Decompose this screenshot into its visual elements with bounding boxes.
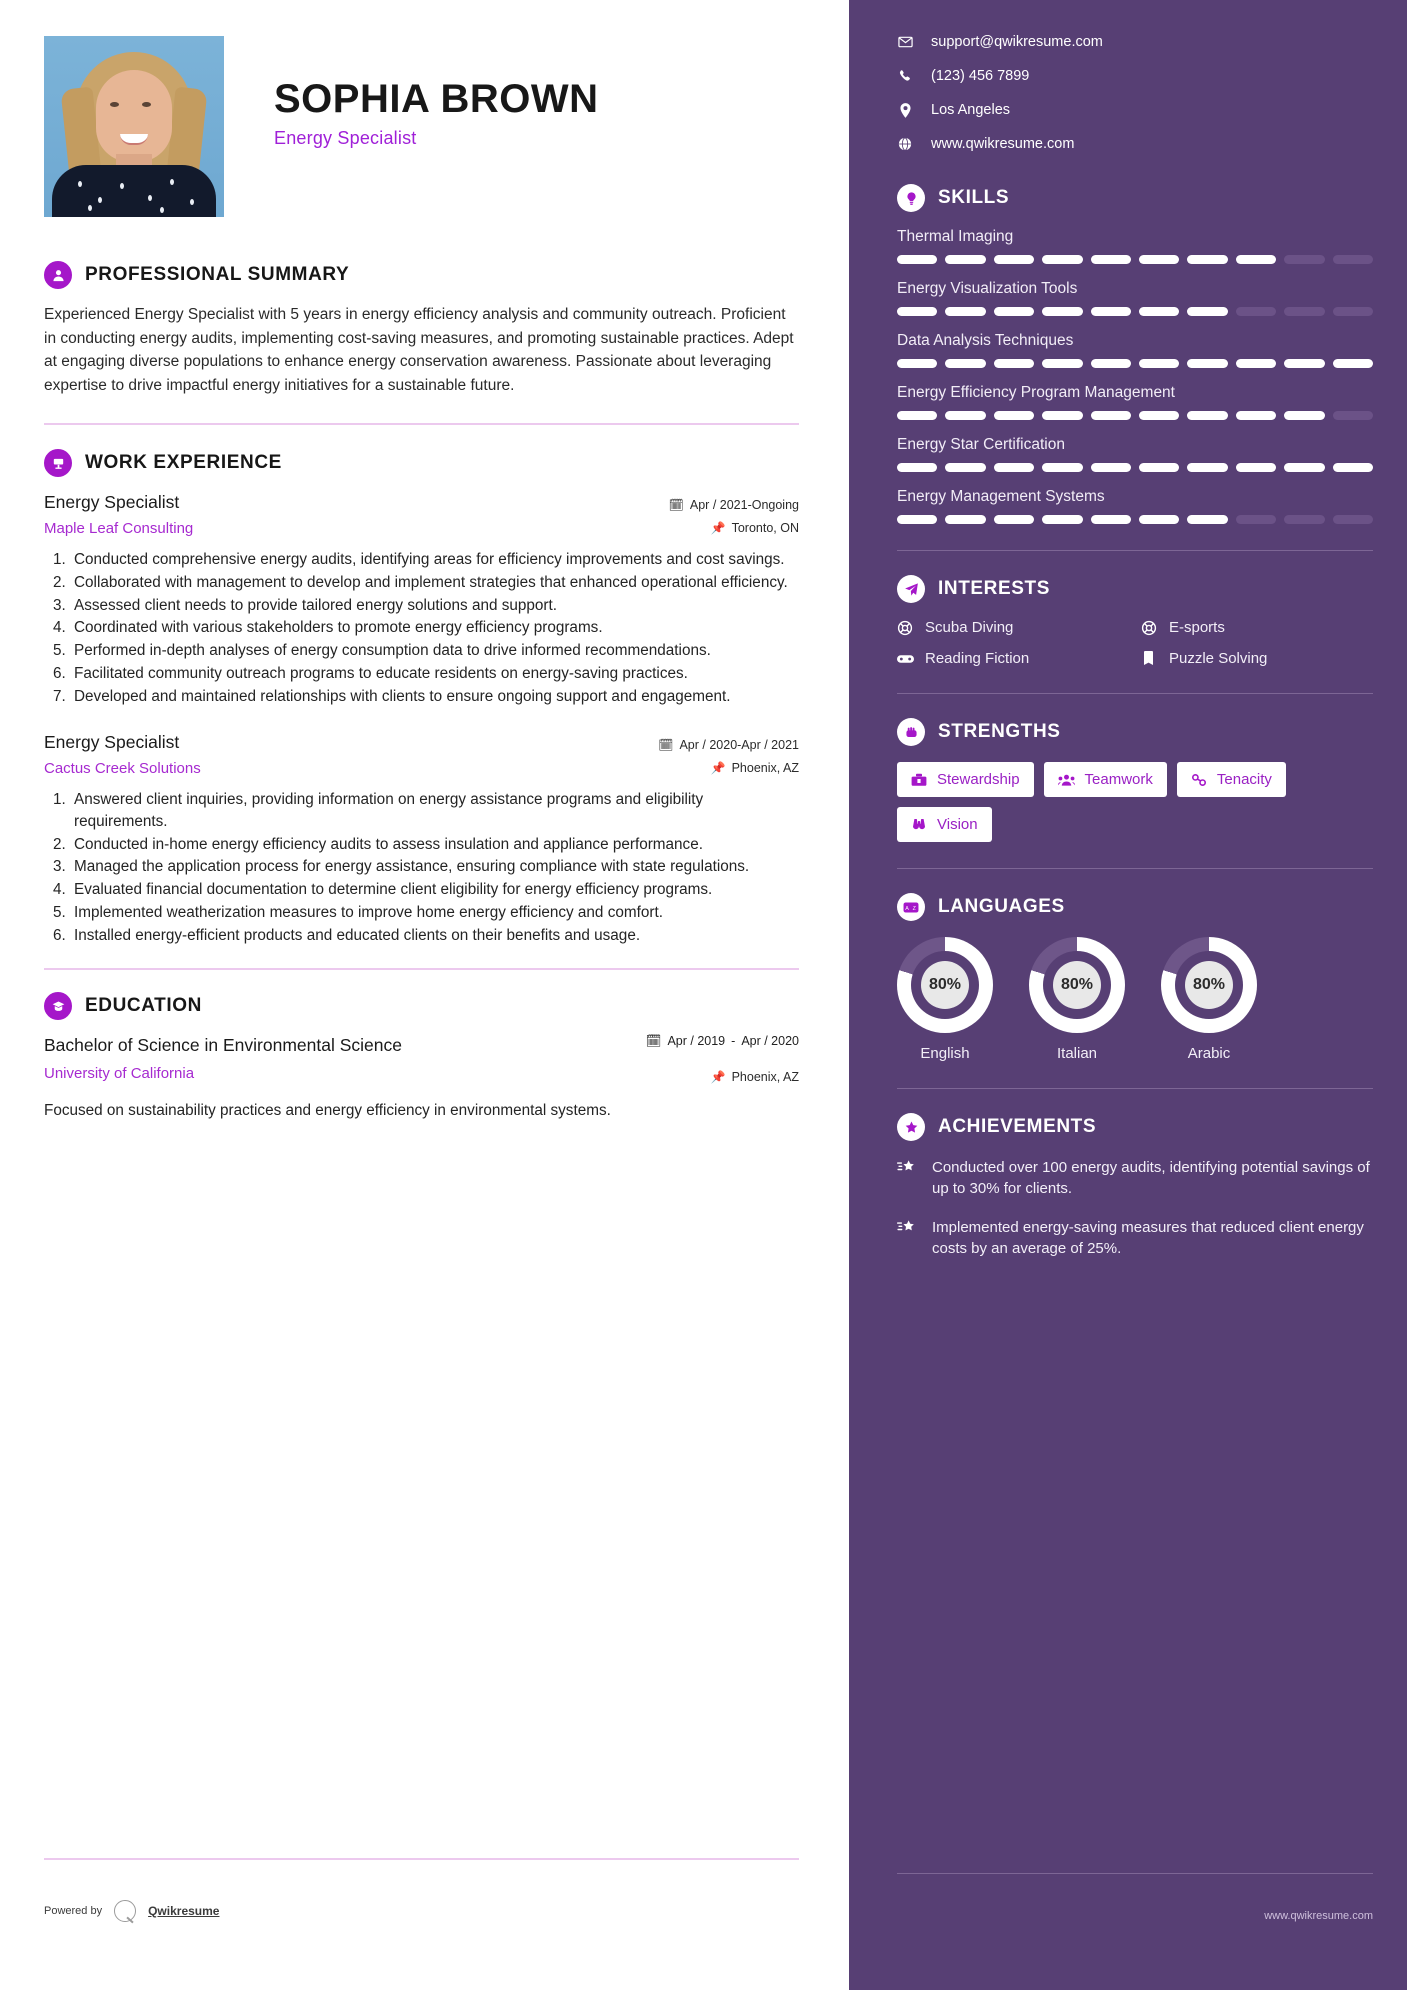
section-education (44, 992, 799, 1122)
section-header (897, 184, 1373, 212)
translate-icon (897, 893, 925, 921)
skill-segment (1236, 359, 1276, 368)
list-item: 2. Collaborated with management to develop and implement strategies that enhanced operational efficiency. (70, 572, 799, 594)
contact-list (897, 34, 1373, 152)
skill-segment (1284, 411, 1324, 420)
strength-label: Tenacity (1216, 771, 1272, 788)
interest-label: Scuba Diving (925, 619, 1014, 636)
skill-segment (1042, 359, 1082, 368)
star-badge-icon (897, 1113, 925, 1141)
skill-segment (1333, 463, 1373, 472)
list-item: 1. Answered client inquiries, providing information on energy assistance programs and eligibility requirements. (70, 789, 799, 832)
skill-segment (1284, 515, 1324, 524)
strengths-grid (897, 762, 1373, 842)
skill-segment (1236, 515, 1276, 524)
contact-website[interactable] (897, 136, 1373, 152)
education-start: Apr / 2019 (667, 1034, 726, 1049)
achievement-item (897, 1157, 1373, 1199)
skill-segment (1139, 359, 1179, 368)
skill-segment (1042, 411, 1082, 420)
education-end: Apr / 2020 (741, 1034, 799, 1049)
divider (897, 1088, 1373, 1089)
skill-segment (1187, 515, 1227, 524)
skill-segment (945, 359, 985, 368)
skill-segment (1091, 359, 1131, 368)
education-location-text: Phoenix, AZ (731, 1069, 799, 1084)
section-title: INTERESTS (938, 578, 1051, 599)
toolbox-icon (911, 773, 927, 787)
section-interests (897, 575, 1373, 667)
interest-item (1141, 650, 1373, 667)
skill-segment (945, 463, 985, 472)
job-company: Maple Leaf Consulting (44, 519, 194, 537)
skill-segment (945, 411, 985, 420)
school-name: University of California (44, 1065, 195, 1082)
job-company: Cactus Creek Solutions (44, 759, 201, 777)
skill-level-bar (897, 255, 1373, 264)
contact-email[interactable] (897, 34, 1373, 50)
skill-label: Thermal Imaging (897, 228, 1014, 245)
job-bullets (70, 789, 799, 946)
skill-label: Energy Efficiency Program Management (897, 384, 1175, 401)
globe-icon (897, 137, 913, 151)
map-pin-icon: 📌 (710, 1070, 726, 1085)
section-title: EDUCATION (85, 995, 202, 1017)
sidebar-website: www.qwikresume.com (1264, 1910, 1373, 1922)
skill-item (897, 280, 1373, 316)
section-professional-summary (44, 261, 799, 397)
skill-segment (1187, 411, 1227, 420)
lifebuoy-icon (897, 620, 915, 636)
skill-level-bar (897, 307, 1373, 316)
skill-segment (1042, 463, 1082, 472)
skill-segment (1187, 359, 1227, 368)
section-achievements (897, 1113, 1373, 1259)
interest-item (897, 619, 1129, 636)
skill-segment (1236, 463, 1276, 472)
strength-chip (1044, 762, 1167, 797)
gamepad-icon (897, 653, 915, 665)
education-description: Focused on sustainability practices and energy efficiency in environmental systems. (44, 1102, 611, 1120)
job-location (619, 517, 799, 540)
job-title: Energy Specialist (44, 492, 180, 513)
profile-photo (44, 36, 224, 217)
skill-segment (897, 411, 937, 420)
section-title: ACHIEVEMENTS (938, 1116, 1097, 1137)
languages-list (897, 937, 1373, 1062)
lightbulb-icon (897, 184, 925, 212)
job-dates (619, 734, 799, 757)
user-circle-icon (44, 261, 72, 289)
calendar-icon: 🗓 (668, 498, 684, 513)
skill-segment (897, 359, 937, 368)
skill-segment (945, 307, 985, 316)
job-location-text: Phoenix, AZ (731, 760, 799, 775)
degree-title: Bachelor of Science in Environmental Science (44, 1035, 402, 1056)
skill-segment (1284, 463, 1324, 472)
list-item: 2. Conducted in-home energy efficiency audits to assess insulation and appliance performance. (70, 834, 799, 856)
svg-text:A: A (905, 905, 909, 912)
skill-segment (1139, 515, 1179, 524)
section-title: LANGUAGES (938, 896, 1065, 917)
section-header (897, 893, 1373, 921)
language-name: Arabic (1187, 1045, 1231, 1062)
strength-chip (1177, 762, 1286, 797)
book-icon (1141, 651, 1159, 667)
job-dates (619, 494, 799, 517)
skill-segment (994, 255, 1034, 264)
interests-grid (897, 619, 1373, 667)
interest-label: Puzzle Solving (1169, 650, 1268, 667)
job-title: Energy Specialist (44, 732, 180, 753)
section-header (44, 261, 799, 289)
skill-segment (945, 255, 985, 264)
skill-segment (1091, 515, 1131, 524)
language-percent: 80% (1053, 961, 1101, 1009)
job-dates-text: Apr / 2021-Ongoing (689, 498, 799, 513)
powered-by-label: Powered by (44, 1905, 103, 1917)
shooting-star-icon (897, 1217, 919, 1259)
skill-segment (1091, 463, 1131, 472)
list-item: 1. Conducted comprehensive energy audits, identifying areas for efficiency improvements and cost savings. (70, 549, 799, 571)
paper-plane-icon (897, 575, 925, 603)
chain-link-icon (1191, 773, 1207, 787)
phone-icon (897, 69, 913, 83)
name-block (274, 36, 599, 149)
skill-level-bar (897, 515, 1373, 524)
divider (897, 693, 1373, 694)
language-progress-ring (1029, 937, 1125, 1033)
language-item (897, 937, 993, 1062)
page-title: SOPHIA BROWN (274, 77, 599, 121)
skill-segment (1333, 359, 1373, 368)
divider (44, 968, 799, 970)
skill-segment (897, 463, 937, 472)
strength-label: Stewardship (937, 771, 1020, 788)
work-entry (44, 491, 799, 707)
skill-segment (1333, 307, 1373, 316)
skill-segment (897, 515, 937, 524)
skill-segment (994, 515, 1034, 524)
strength-label: Vision (937, 816, 978, 833)
skill-segment (1333, 411, 1373, 420)
language-progress-ring (1161, 937, 1257, 1033)
contact-website-text: www.qwikresume.com (931, 136, 1075, 152)
language-progress-ring (897, 937, 993, 1033)
qwikresume-link[interactable]: Qwikresume (148, 1904, 220, 1918)
section-header (897, 575, 1373, 603)
achievement-text: Implemented energy-saving measures that reduced client energy costs by an average of 25%. (932, 1219, 1364, 1257)
skill-segment (897, 307, 937, 316)
skill-label: Energy Management Systems (897, 488, 1105, 505)
footer-branding (44, 1900, 219, 1922)
education-dates (609, 1034, 799, 1050)
section-title: SKILLS (938, 187, 1010, 208)
skill-level-bar (897, 359, 1373, 368)
interest-item (897, 650, 1129, 667)
skill-segment (1091, 411, 1131, 420)
fist-icon (897, 718, 925, 746)
skill-segment (1284, 359, 1324, 368)
skill-segment (1139, 307, 1179, 316)
education-location (609, 1066, 799, 1089)
envelope-icon (897, 36, 913, 48)
location-pin-icon (897, 103, 913, 118)
language-name: Italian (1056, 1045, 1098, 1062)
people-group-icon (1058, 773, 1075, 787)
divider (897, 550, 1373, 551)
list-item: 7. Developed and maintained relationships with clients to ensure ongoing support and engagement. (70, 686, 799, 708)
skill-segment (1187, 307, 1227, 316)
calendar-icon: 🗓 (645, 1034, 662, 1049)
sidebar-footer-divider (897, 1873, 1373, 1874)
skill-label: Energy Star Certification (897, 436, 1065, 453)
list-item: 5. Performed in-depth analyses of energy consumption data to drive informed recommendations. (70, 640, 799, 662)
achievement-text: Conducted over 100 energy audits, identifying potential savings of up to 30% for clients. (932, 1159, 1370, 1197)
skill-label: Energy Visualization Tools (897, 280, 1078, 297)
list-item: 6. Facilitated community outreach programs to educate residents on energy-saving practices. (70, 663, 799, 685)
section-work-experience (44, 449, 799, 946)
shooting-star-icon (897, 1157, 919, 1199)
skill-item (897, 228, 1373, 264)
lifebuoy-icon (1141, 620, 1159, 636)
skill-item (897, 488, 1373, 524)
summary-text: Experienced Energy Specialist with 5 years in energy efficiency analysis and community outreach. Proficient in conducting energy audits, implementing cost-saving measures, and promoting sustainable practices. Adept at engaging diverse populations to enhance energy conservation awareness. Passionate about leveraging expertise to drive impactful energy initiatives for a sustainable future. (44, 306, 794, 394)
map-pin-icon: 📌 (710, 760, 726, 775)
job-location (619, 757, 799, 780)
contact-phone-text: (123) 456 7899 (931, 68, 1030, 84)
skill-segment (1139, 463, 1179, 472)
list-item: 3. Assessed client needs to provide tailored energy solutions and support. (70, 595, 799, 617)
skill-segment (1236, 255, 1276, 264)
job-dates-text: Apr / 2020-Apr / 2021 (679, 738, 799, 753)
map-pin-icon: 📌 (710, 520, 726, 535)
interest-item (1141, 619, 1373, 636)
job-location-text: Toronto, ON (731, 520, 799, 535)
section-title: WORK EXPERIENCE (85, 452, 282, 474)
skill-segment (1187, 255, 1227, 264)
skill-segment (1042, 307, 1082, 316)
skill-segment (1284, 307, 1324, 316)
work-entry (44, 731, 799, 946)
section-header (44, 992, 799, 1020)
binoculars-icon (911, 818, 927, 832)
skill-segment (1284, 255, 1324, 264)
contact-email-text: support@qwikresume.com (931, 34, 1103, 50)
contact-location (897, 102, 1373, 118)
skill-level-bar (897, 463, 1373, 472)
skill-label: Data Analysis Techniques (897, 332, 1074, 349)
skill-segment (1139, 255, 1179, 264)
section-strengths (897, 718, 1373, 842)
divider (44, 423, 799, 425)
calendar-icon: 🗓 (658, 738, 674, 753)
skill-segment (1333, 515, 1373, 524)
skill-segment (1236, 411, 1276, 420)
section-header (897, 1113, 1373, 1141)
svg-text:Z: Z (912, 905, 916, 912)
language-item (1029, 937, 1125, 1062)
section-header (897, 718, 1373, 746)
language-percent: 80% (1185, 961, 1233, 1009)
strength-chip (897, 762, 1034, 797)
skill-item (897, 332, 1373, 368)
job-bullets (70, 549, 799, 707)
skill-item (897, 384, 1373, 420)
language-item (1161, 937, 1257, 1062)
skill-segment (897, 255, 937, 264)
achievement-item (897, 1217, 1373, 1259)
skill-segment (1091, 307, 1131, 316)
skill-segment (1091, 255, 1131, 264)
list-item: 5. Implemented weatherization measures to improve home energy efficiency and comfort. (70, 902, 799, 924)
skills-list (897, 228, 1373, 524)
divider (897, 868, 1373, 869)
skill-segment (994, 463, 1034, 472)
graduation-cap-icon (44, 992, 72, 1020)
education-date-separator: - (731, 1034, 736, 1049)
resume-header (44, 36, 799, 217)
skill-item (897, 436, 1373, 472)
list-item: 3. Managed the application process for energy assistance, ensuring compliance with state regulations. (70, 856, 799, 878)
skill-segment (1042, 255, 1082, 264)
skill-segment (1187, 463, 1227, 472)
interest-label: E-sports (1169, 619, 1225, 636)
list-item: 4. Evaluated financial documentation to determine client eligibility for energy efficiency programs. (70, 879, 799, 901)
language-name: English (920, 1045, 970, 1062)
skill-segment (1139, 411, 1179, 420)
briefcase-desk-icon (44, 449, 72, 477)
skill-segment (1236, 307, 1276, 316)
list-item: 6. Installed energy-efficient products and educated clients on their benefits and usage. (70, 925, 799, 947)
strength-label: Teamwork (1084, 771, 1153, 788)
skill-segment (1333, 255, 1373, 264)
skill-segment (994, 307, 1034, 316)
strength-chip (897, 807, 992, 842)
qwikresume-logo-icon (114, 1900, 136, 1922)
contact-location-text: Los Angeles (931, 102, 1011, 118)
sidebar (849, 0, 1407, 1990)
footer-divider (44, 1858, 799, 1860)
interest-label: Reading Fiction (925, 650, 1030, 667)
list-item: 4. Coordinated with various stakeholders to promote energy efficiency programs. (70, 617, 799, 639)
section-header (44, 449, 799, 477)
section-title: PROFESSIONAL SUMMARY (85, 264, 350, 285)
section-title: STRENGTHS (938, 721, 1061, 742)
section-skills (897, 184, 1373, 524)
skill-segment (994, 359, 1034, 368)
skill-segment (945, 515, 985, 524)
skill-level-bar (897, 411, 1373, 420)
section-languages (897, 893, 1373, 1062)
language-percent: 80% (921, 961, 969, 1009)
skill-segment (994, 411, 1034, 420)
contact-phone[interactable] (897, 68, 1373, 84)
skill-segment (1042, 515, 1082, 524)
job-role-subtitle: Energy Specialist (274, 128, 417, 148)
